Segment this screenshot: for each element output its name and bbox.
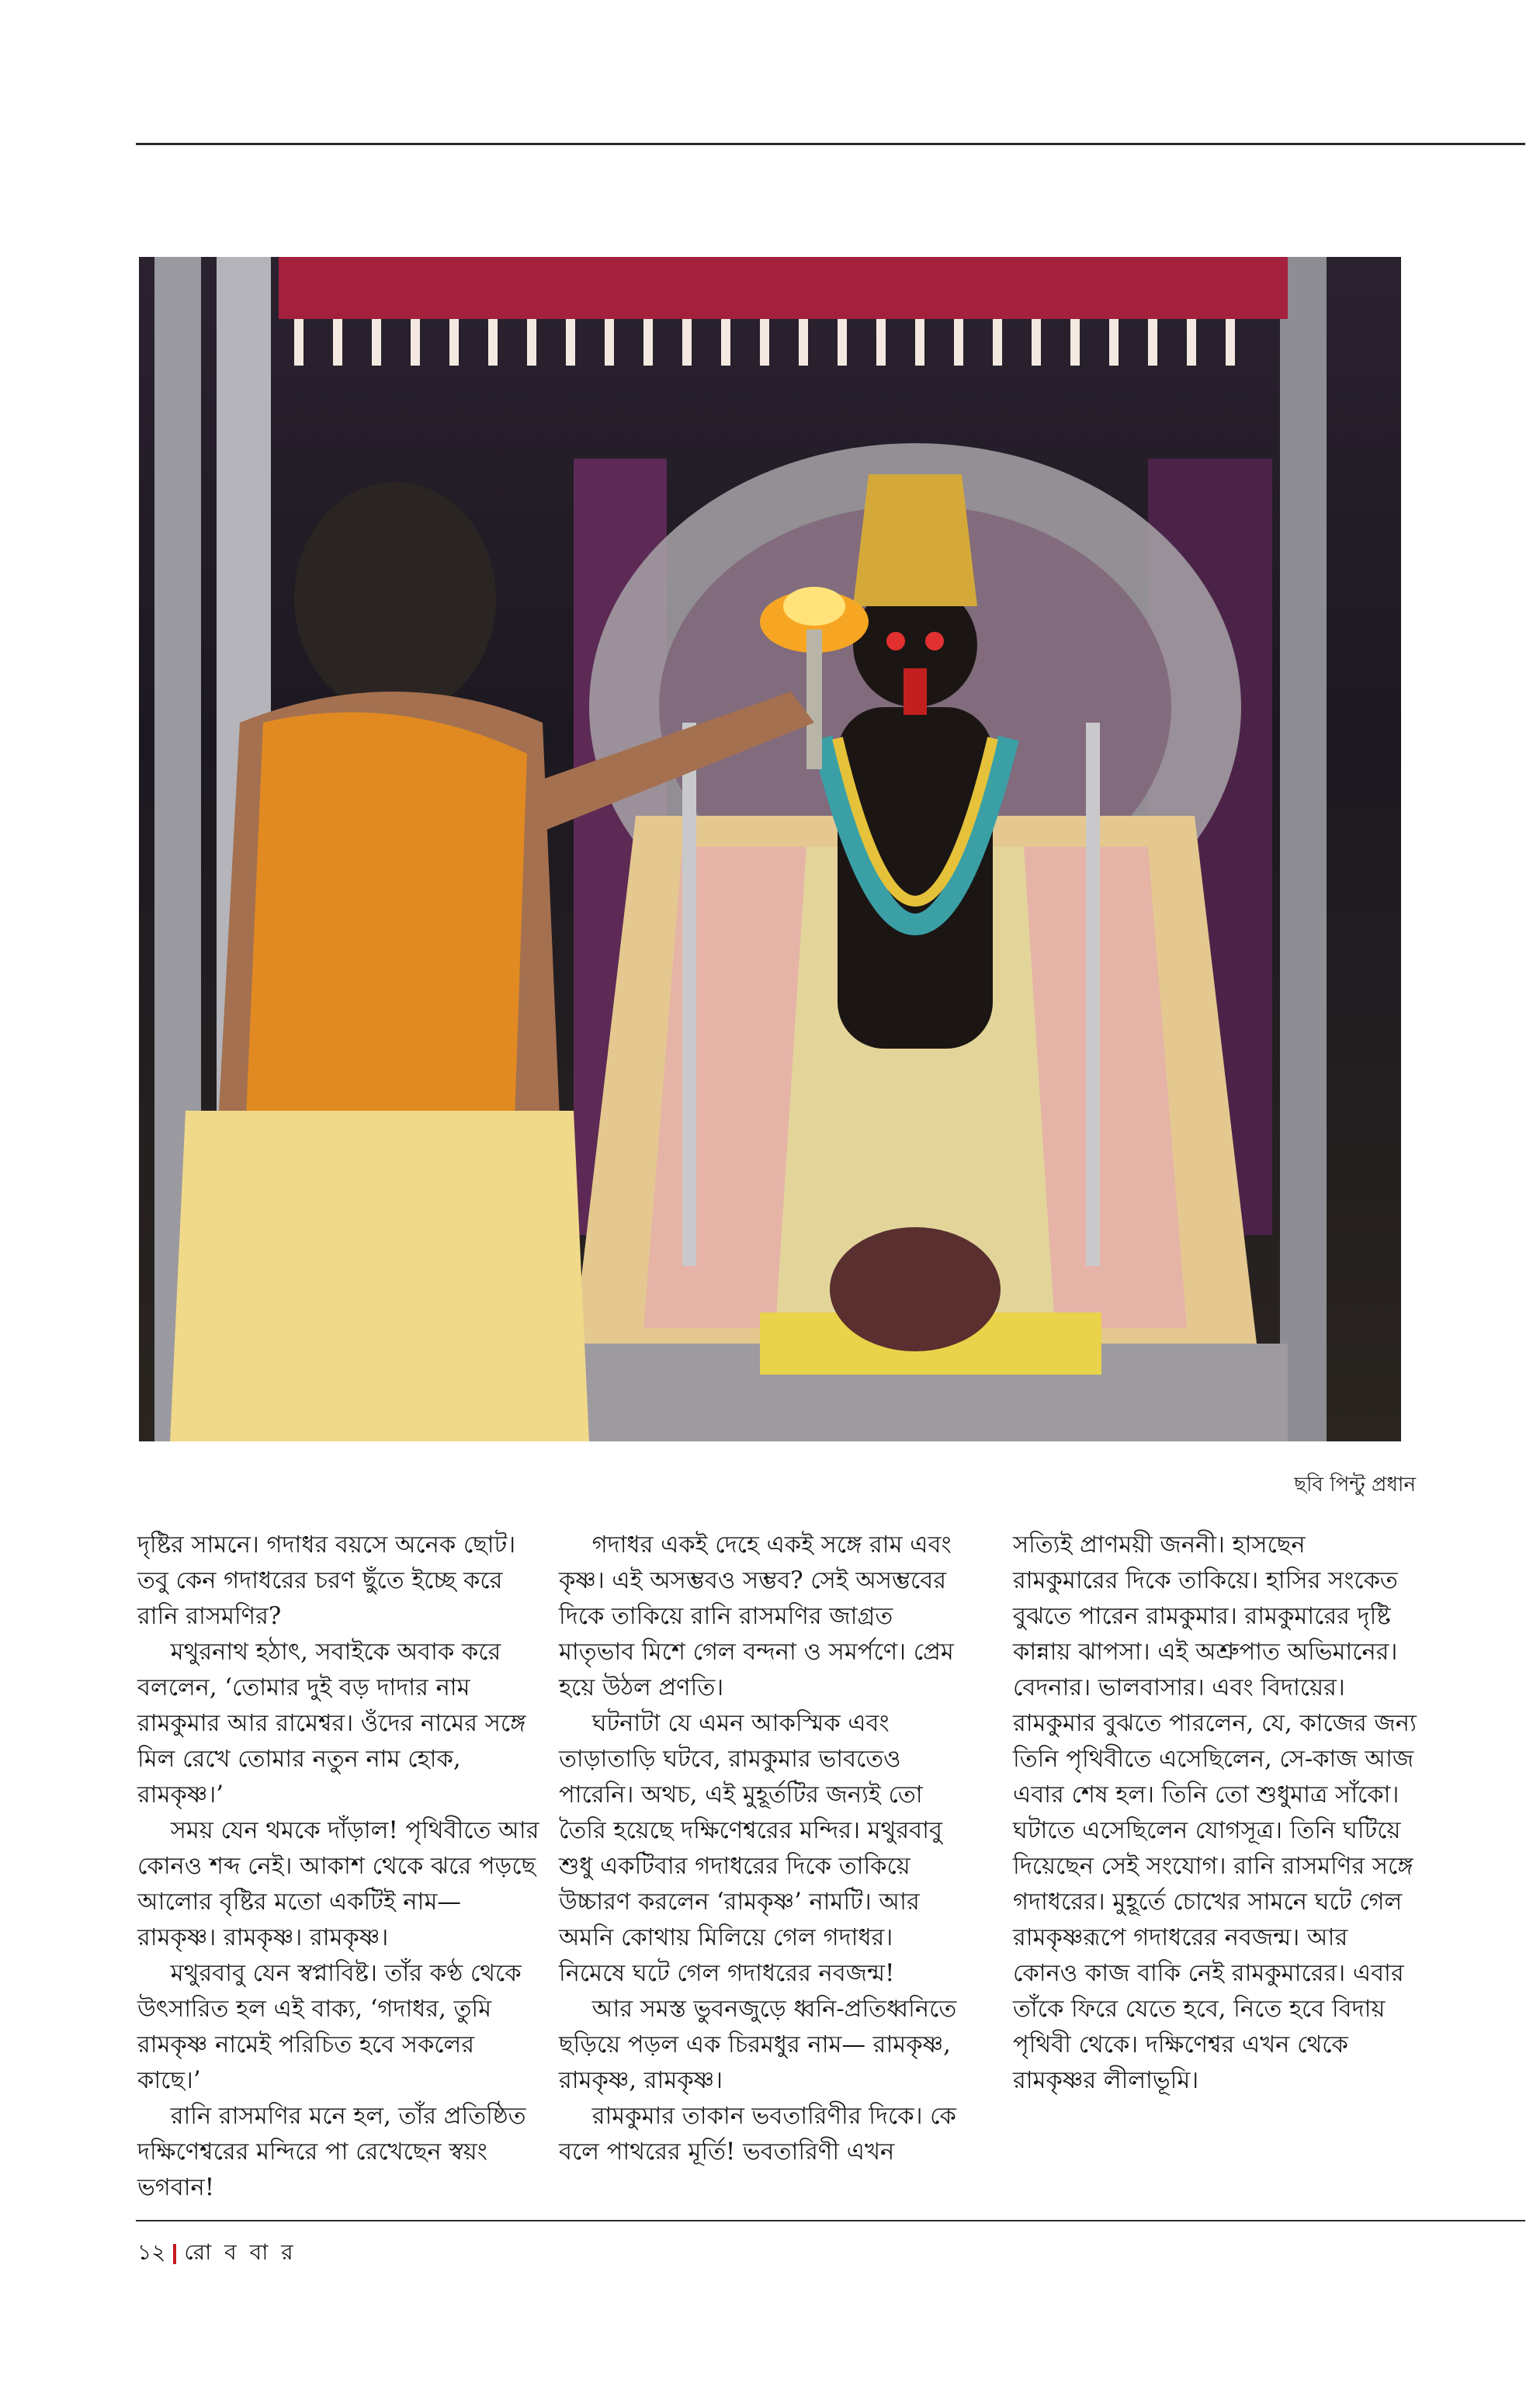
page-footer [137,2235,297,2272]
bottom-rule [136,2220,1525,2221]
magazine-brand: রো ব বা র [184,2239,297,2265]
paragraph: সময় যেন থমকে দাঁড়াল! পৃথিবীতে আর কোনও শব্দ নেই। আকাশ থেকে ঝরে পড়ছে আলোর বৃষ্টির মতো একটিই নাম— রামকৃষ্ণ। রামকৃষ্ণ। রামকৃষ্ণ। [137,1817,539,1951]
top-rule [136,143,1525,145]
kali-idol-aarti-illustration [139,257,1401,1441]
paragraph: মথুরনাথ হঠাৎ, সবাইকে অবাক করে বললেন, ‘তোমার দুই বড় দাদার নাম রামকুমার আর রামেশ্বর। ওঁদের নামের সঙ্গে মিল রেখে তোমার নতুন নাম হোক, রামকৃষ্ণ।’ [137,1639,526,1809]
paragraph: রামকুমার তাকান ভবতারিণীর দিকে। কে বলে পাথরের মূর্তি! ভবতারিণী এখন [559,2103,956,2166]
article-column-2 [559,1528,962,2170]
paragraph: রানি রাসমণির মনে হল, তাঁর প্রতিষ্ঠিত দক্ষিণেশ্বরের মন্দিরে পা রেখেছেন স্বয়ং ভগবান! [137,2103,526,2201]
page-number: ১২ [137,2239,166,2265]
paragraph: দৃষ্টির সামনে। গদাধর বয়সে অনেক ছোট। তবু কেন গদাধরের চরণ ছুঁতে ইচ্ছে করে রানি রাসমণির? [137,1531,516,1630]
paragraph: গদাধর একই দেহে একই সঙ্গে রাম এবং কৃষ্ণ। এই অসম্ভবও সম্ভব? সেই অসম্ভবের দিকে তাকিয়ে রানি রাসমণির জাগ্রত মাতৃভাব মিশে গেল বন্দনা ও সমর্পণে। প্রেম হয়ে উঠল প্রণতি। [559,1531,954,1701]
footer-divider [173,2244,176,2264]
article-column-1 [137,1528,541,2206]
article-column-3 [1013,1528,1417,2099]
paragraph: ঘটনাটা যে এমন আকস্মিক এবং তাড়াতাড়ি ঘটবে, রামকুমার ভাবতেও পারেনি। অথচ, এই মুহূর্তটির জন্যই তো তৈরি হয়েছে দক্ষিণেশ্বরের মন্দির। মথুরবাবু শুধু একটিবার গদাধরের দিকে তাকিয়ে উচ্চারণ করলেন ‘রামকৃষ্ণ’ নামটি। আর অমনি কোথায় মিলিয়ে গেল গদাধর। নিমেষে ঘটে গেল গদাধরের নবজন্ম! [559,1710,942,1987]
paragraph: মথুরবাবু যেন স্বপ্নাবিষ্ট। তাঁর কণ্ঠ থেকে উৎসারিত হল এই বাক্য, ‘গদাধর, তুমি রামকৃষ্ণ নামেই পরিচিত হবে সকলের কাছে।’ [137,1960,522,2094]
paragraph: আর সমস্ত ভুবনজুড়ে ধ্বনি-প্রতিধ্বনিতে ছড়িয়ে পড়ল এক চিরমধুর নাম— রামকৃষ্ণ, রামকৃষ্ণ, রামকৃষ্ণ। [559,1996,957,2094]
photo-credit: ছবি পিন্টু প্রধান [1294,1473,1416,1496]
temple-photo [139,257,1401,1441]
paragraph: সত্যিই প্রাণময়ী জননী। হাসছেন রামকুমারের দিকে তাকিয়ে। হাসির সংকেত বুঝতে পারেন রামকুমার। রামকুমারের দৃষ্টি কান্নায় ঝাপসা। এই অশ্রুপাত অভিমানের। বেদনার। ভালবাসার। এবং বিদায়ের। রামকুমার বুঝতে পারলেন, যে, কাজের জন্য তিনি পৃথিবীতে এসেছিলেন, সে-কাজ আজ এবার শেষ হল। তিনি তো শুধুমাত্র সাঁকো। ঘটাতে এসেছিলেন যোগসূত্র। তিনি ঘটিয়ে দিয়েছেন সেই সংযোগ। রানি রাসমণির সঙ্গে গদাধরের। মুহূর্তে চোখের সামনে ঘটে গেল রামকৃষ্ণরূপে গদাধরের নবজন্ম। আর কোনও কাজ বাকি নেই রামকুমারের। এবার তাঁকে ফিরে যেতে হবে, নিতে হবে বিদায় পৃথিবী থেকে। দক্ষিণেশ্বর এখন থেকে রামকৃষ্ণর লীলাভূমি। [1013,1531,1417,2094]
